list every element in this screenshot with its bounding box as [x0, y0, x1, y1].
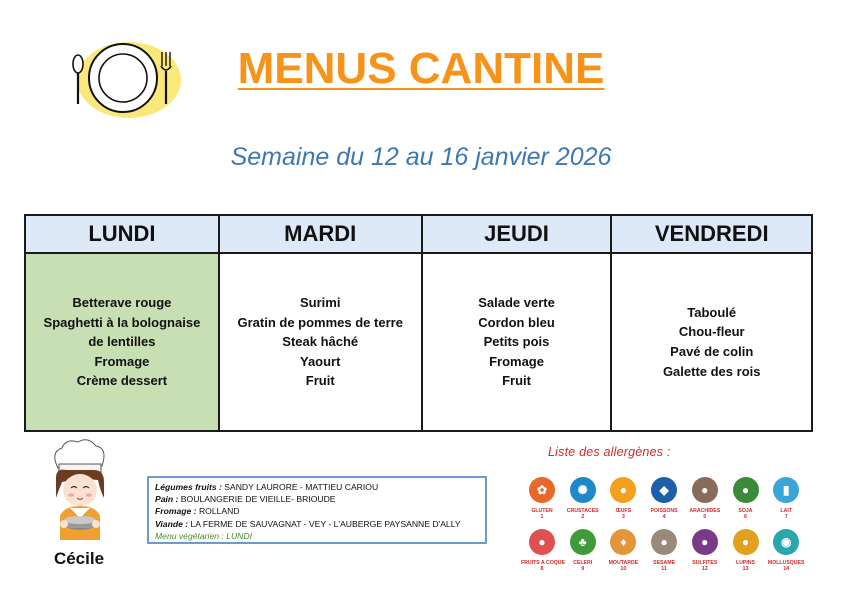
- allergen-number: 4: [662, 514, 666, 520]
- allergen-number: 9: [581, 566, 585, 572]
- allergen-number: 2: [581, 514, 585, 520]
- day-menu-vendredi: [611, 253, 812, 431]
- allergen-9: [562, 529, 604, 572]
- menu-item: Taboulé: [687, 304, 737, 320]
- allergen-8: [521, 529, 563, 572]
- menu-item: Betterave rouge: [72, 295, 172, 311]
- allergen-number: 12: [701, 566, 708, 572]
- sulfite-icon: ●: [692, 529, 718, 555]
- allergen-13: [725, 529, 767, 572]
- supplier-line: Viande : LA FERME DE SAUVAGNAT - VEY - L'AUBERGE PAYSANNE D'ALLY: [155, 518, 461, 529]
- menu-item: Spaghetti à la bolognaise: [43, 314, 201, 330]
- allergen-number: 11: [661, 566, 667, 572]
- day-header-jeudi: JEUDI: [422, 215, 612, 253]
- vegetarian-line: Menu végétarien : LUNDI: [155, 530, 252, 541]
- shell-icon: ◉: [773, 529, 799, 555]
- soy-icon: ●: [733, 477, 759, 503]
- crab-icon: ✺: [570, 477, 596, 503]
- wheat-icon: ✿: [529, 477, 555, 503]
- allergen-12: [684, 529, 726, 572]
- supplier-line: Légumes fruits : SANDY LAURORE - MATTIEU CARIOU: [155, 482, 379, 492]
- chef-name: Cécile: [53, 549, 105, 568]
- menu-item: Surimi: [299, 295, 341, 311]
- allergen-7: [765, 477, 807, 520]
- milk-icon: ▮: [773, 477, 799, 503]
- allergen-name: LAIT: [780, 508, 792, 514]
- allergen-11: [643, 529, 685, 572]
- day-header-vendredi: VENDREDI: [611, 215, 812, 253]
- supplier-line: Fromage : ROLLAND: [155, 506, 240, 517]
- allergen-5: [684, 477, 726, 520]
- egg-icon: ●: [610, 477, 636, 503]
- menu-item: Gratin de pommes de terre: [237, 314, 403, 330]
- menu-item: Yaourt: [299, 353, 341, 369]
- day-menu-jeudi: [422, 253, 612, 431]
- allergen-14: [765, 529, 807, 572]
- menu-item: Fromage: [94, 353, 150, 369]
- allergen-name: MOLLUSQUES: [767, 560, 805, 566]
- day-header-lundi: LUNDI: [25, 215, 219, 253]
- allergen-number: 8: [540, 566, 544, 572]
- allergen-number: 3: [621, 514, 625, 520]
- mustard-icon: ♦: [610, 529, 636, 555]
- allergen-name: SULFITES: [692, 560, 718, 566]
- allergen-number: 1: [540, 514, 544, 520]
- allergen-list-title: Liste des allergènes :: [548, 445, 671, 459]
- allergen-name: LUPINS: [735, 560, 756, 566]
- menu-item: Cordon bleu: [478, 314, 555, 330]
- menu-body-row: [25, 253, 812, 431]
- allergen-10: [602, 529, 644, 572]
- supplier-line: Pain : BOULANGERIE DE VIEILLE- BRIOUDE: [155, 494, 336, 505]
- allergen-name: ARACHIDES: [689, 508, 721, 514]
- fish-icon: ◆: [651, 477, 677, 503]
- page-title: MENUS CANTINE: [237, 44, 605, 93]
- menu-item: Pavé de colin: [670, 344, 754, 359]
- allergen-name: ŒUFS: [615, 508, 632, 514]
- nut-icon: ●: [529, 529, 555, 555]
- allergen-name: SOJA: [738, 508, 753, 514]
- page-subtitle: Semaine du 12 au 16 janvier 2026: [230, 143, 612, 171]
- menu-item: Salade verte: [478, 295, 555, 311]
- allergen-number: 14: [783, 566, 790, 572]
- suppliers-box: [147, 476, 487, 544]
- allergen-number: 6: [744, 514, 747, 520]
- allergen-number: 10: [620, 566, 627, 572]
- celery-icon: ♣: [570, 529, 596, 555]
- menu-item: Crème dessert: [76, 373, 168, 389]
- allergen-name: FRUITS A COQUE: [521, 560, 565, 566]
- allergen-4: [643, 477, 685, 520]
- menu-table: [24, 214, 813, 432]
- menu-item: Steak hâché: [282, 334, 359, 350]
- allergen-name: CRUSTACES: [566, 508, 599, 514]
- allergen-name: MOUTARDE: [608, 560, 639, 566]
- allergen-name: GLUTEN: [531, 508, 553, 514]
- day-menu-lundi: [25, 253, 219, 431]
- menu-item: Fruit: [502, 373, 531, 389]
- allergen-3: [602, 477, 644, 520]
- menu-item: de lentilles: [88, 334, 156, 350]
- allergen-number: 5: [703, 514, 707, 520]
- menu-item: Chou-fleur: [678, 324, 745, 340]
- allergen-6: [725, 477, 767, 520]
- menu-header-row: [25, 215, 812, 253]
- day-header-mardi: MARDI: [219, 215, 422, 253]
- allergen-name: CELERI: [573, 560, 593, 566]
- allergen-name: SESAME: [653, 560, 676, 566]
- allergen-2: [562, 477, 604, 520]
- allergen-number: 7: [784, 514, 788, 520]
- menu-item: Petits pois: [483, 334, 550, 350]
- allergen-number: 13: [742, 566, 749, 572]
- chef-cartoon-icon: [44, 438, 114, 540]
- menu-item: Galette des rois: [662, 363, 761, 379]
- peanut-icon: ●: [692, 477, 718, 503]
- menu-item: Fruit: [305, 373, 335, 389]
- sesame-icon: ●: [651, 529, 677, 555]
- day-menu-mardi: [219, 253, 422, 431]
- menu-item: Fromage: [489, 353, 544, 369]
- allergen-name: POISSONS: [650, 508, 678, 514]
- allergen-1: [521, 477, 563, 520]
- lupin-icon: ●: [733, 529, 759, 555]
